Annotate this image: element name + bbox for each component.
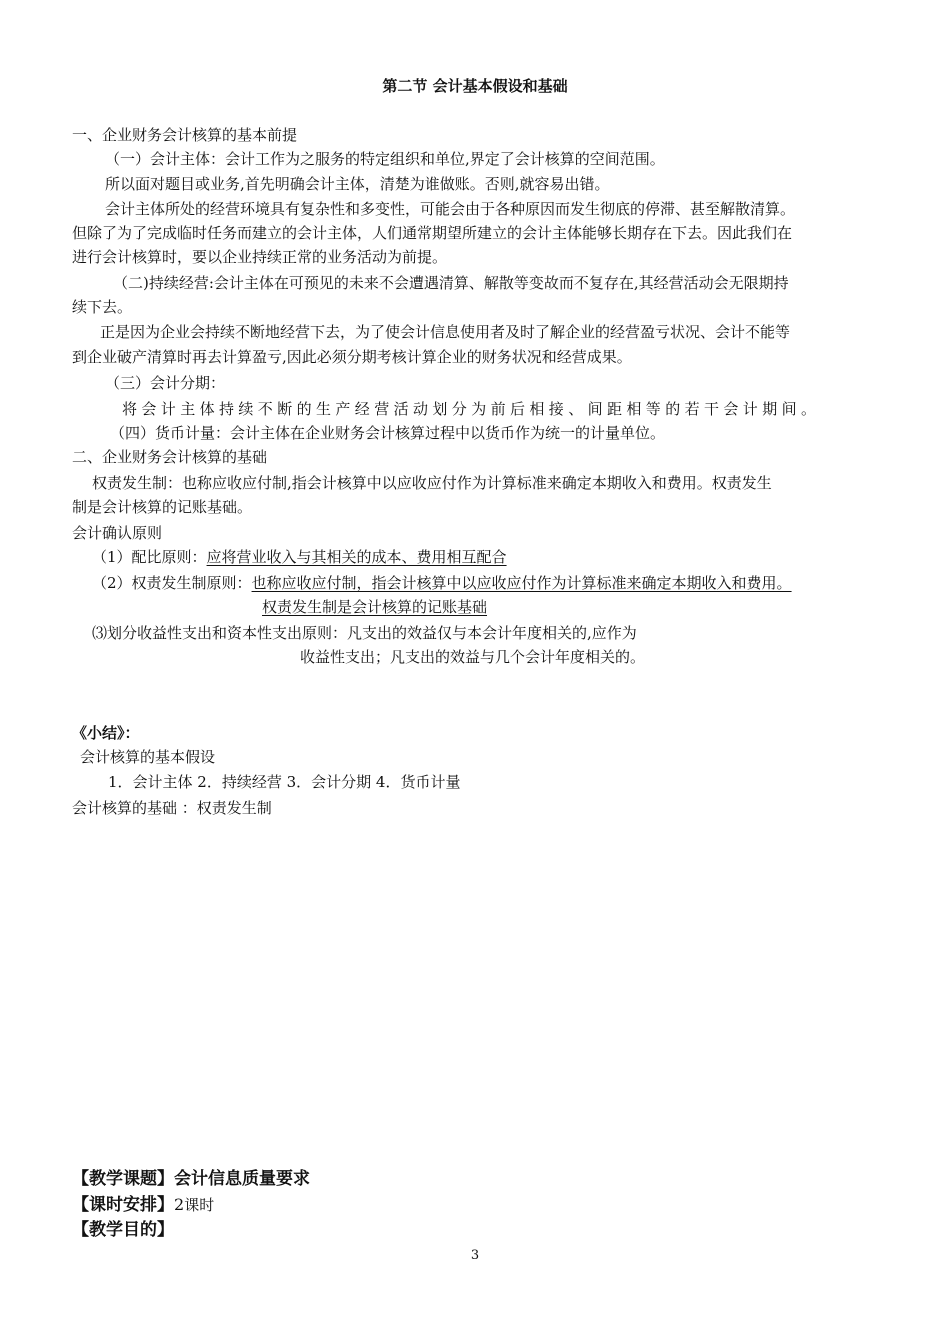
- lesson-topic: [72, 1168, 310, 1190]
- lesson-goal: [72, 1219, 174, 1241]
- hours-label: 【课时安排】: [72, 1195, 174, 1215]
- summary-line: 会计核算的基本假设: [80, 748, 216, 766]
- paragraph: 进行会计核算时，要以企业持续正常的业务活动为前提。: [72, 248, 448, 266]
- summary-line: 会计核算的基础 ：权责发生制: [72, 799, 272, 817]
- heading-1: 一、企业财务会计核算的基本前提: [72, 126, 298, 144]
- topic-value: 会计信息质量要求: [174, 1169, 310, 1189]
- rule-item-2-continued: 权责发生制是会计核算的记账基础: [262, 598, 488, 616]
- paragraph: 制是会计核算的记账基础。: [72, 498, 253, 516]
- paragraph: （二)持续经营:会计主体在可预见的未来不会遭遇清算、解散等变故而不复存在,其经营活动会无限期持: [113, 274, 789, 292]
- paragraph: （四）货币计量：会计主体在企业财务会计核算过程中以货币作为统一的计量单位。: [110, 424, 666, 442]
- paragraph: 续下去。: [72, 298, 133, 316]
- page-number: 3: [470, 1248, 480, 1263]
- paragraph: （一）会计主体：会计工作为之服务的特定组织和单位,界定了会计核算的空间范围。: [105, 150, 665, 168]
- summary-line: 1．会计主体 2．持续经营 3．会计分期 4．货币计量: [108, 773, 461, 791]
- rule-item-2: [92, 572, 792, 594]
- hours-value: 2: [174, 1195, 185, 1214]
- rule-item-1: [92, 546, 507, 568]
- rule-text: 应将营业收入与其相关的成本、费用相互配合: [206, 548, 507, 566]
- paragraph: 正是因为企业会持续不断地经营下去，为了使会计信息使用者及时了解企业的经营盈亏状况、会计不能等: [100, 323, 791, 341]
- hours-unit: 课时: [184, 1196, 215, 1214]
- topic-label: 【教学课题】: [72, 1169, 174, 1189]
- summary-heading: 《小结》：: [72, 724, 140, 742]
- paragraph: 会计主体所处的经营环境具有复杂性和多变性，可能会由于各种原因而发生彻底的停滞、甚至解散清算。: [105, 200, 796, 218]
- lesson-hours: [72, 1194, 214, 1216]
- rule-text: 也称应收应付制，指会计核算中以应收应付作为计算标准来确定本期收入和费用。: [251, 574, 792, 592]
- goal-label: 【教学目的】: [72, 1220, 174, 1240]
- paragraph: 到企业破产清算时再去计算盈亏,因此必须分期考核计算企业的财务状况和经营成果。: [72, 348, 632, 366]
- heading-2: 二、企业财务会计核算的基础: [72, 448, 268, 466]
- paragraph: 但除了为了完成临时任务而建立的会计主体，人们通常期望所建立的会计主体能够长期存在下去。因此我们在: [72, 224, 793, 242]
- rule-item-3: ⑶划分收益性支出和资本性支出原则：凡支出的效益仅与本会计年度相关的,应作为: [92, 624, 637, 642]
- rule-item-3-continued: 收益性支出；凡支出的效益与几个会计年度相关的。: [300, 648, 646, 666]
- paragraph: （三）会计分期：: [105, 374, 226, 392]
- paragraph: 将会计主体持续不断的生产经营活动划分为前后相接、间距相等的若干会计期间。: [122, 400, 821, 418]
- section-title: 第二节 会计基本假设和基础: [382, 77, 568, 95]
- rule-label: （2）权责发生制原则：: [92, 574, 252, 592]
- paragraph: 权责发生制：也称应收应付制,指会计核算中以应收应付作为计算标准来确定本期收入和费用。权责发生: [92, 474, 772, 492]
- subheading: 会计确认原则: [72, 524, 163, 542]
- rule-label: （1）配比原则：: [92, 548, 207, 566]
- paragraph: 所以面对题目或业务,首先明确会计主体，清楚为谁做账。否则,就容易出错。: [105, 175, 610, 193]
